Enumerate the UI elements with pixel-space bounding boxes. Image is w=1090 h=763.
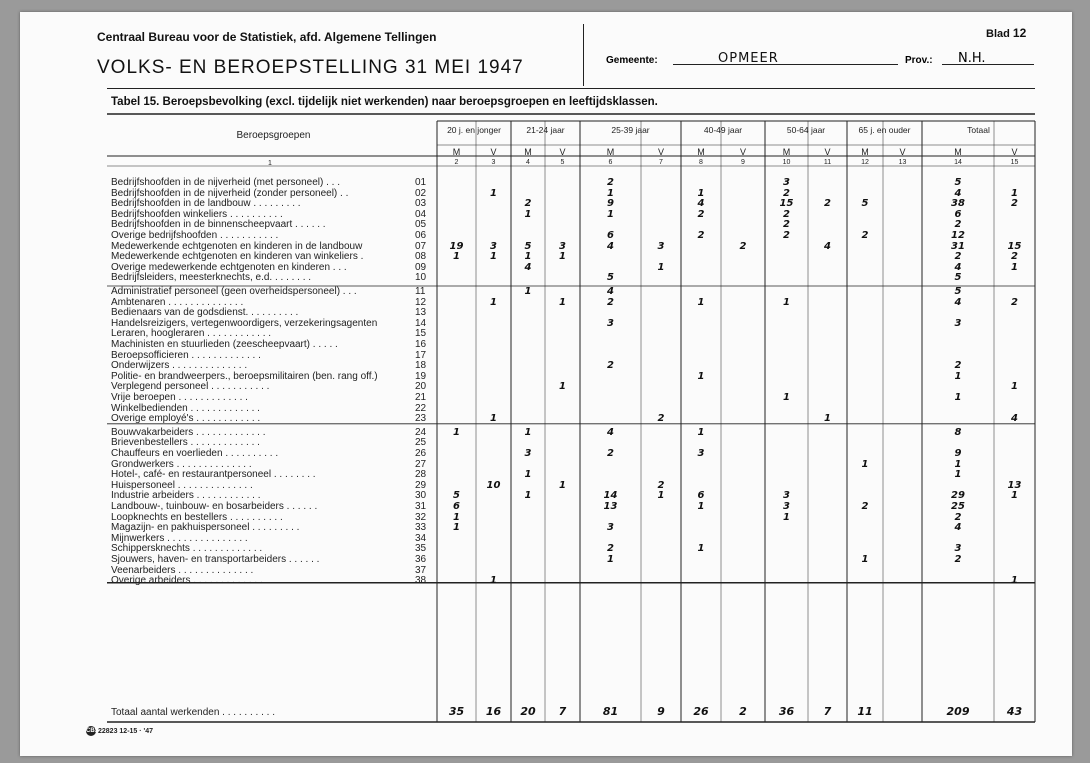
occupation-row-label: Bedienaars van de godsdienst. . . . . . . . . . <box>111 307 299 319</box>
handwritten-count: 2 <box>861 501 869 512</box>
occupation-row-label: Overige employé's . . . . . . . . . . . . <box>111 413 261 425</box>
column-number: 13 <box>898 159 907 166</box>
column-number: 8 <box>699 159 703 166</box>
total-count: 11 <box>857 705 873 718</box>
occupation-row-code: 12 <box>415 296 427 308</box>
occupation-row-code: 16 <box>415 339 427 350</box>
province-label: Prov.: <box>905 55 933 66</box>
handwritten-count: 1 <box>490 575 497 587</box>
handwritten-count: 2 <box>607 177 614 188</box>
handwritten-count: 6 <box>954 208 962 220</box>
age-class-header: 50-64 jaar <box>786 125 826 135</box>
occupation-row-code: 20 <box>415 381 427 393</box>
handwritten-count: 2 <box>739 240 747 252</box>
handwritten-count: 1 <box>607 554 614 565</box>
handwritten-count: 2 <box>697 230 705 241</box>
handwritten-count: 3 <box>524 448 532 459</box>
sex-header: M <box>606 147 615 157</box>
total-count: 43 <box>1006 705 1023 718</box>
handwritten-count: 2 <box>1011 251 1018 263</box>
occupation-row-label: Bedrijfshoofden in de nijverheid (met personeel) . . . <box>111 177 341 188</box>
municipality-label: Gemeente: <box>606 55 658 66</box>
handwritten-count: 1 <box>524 251 532 263</box>
table-title: Tabel 15. Beroepsbevolking (excl. tijdelijk niet werkenden) naar beroepsgroepen en leeftijdsklassen. <box>111 96 658 108</box>
occupation-row-label: Landbouw-, tuinbouw- en bosarbeiders . . . . . . <box>111 501 318 512</box>
handwritten-count: 9 <box>954 448 962 459</box>
handwritten-count: 1 <box>697 187 705 199</box>
handwritten-count: 2 <box>954 554 962 565</box>
handwritten-count: 5 <box>861 198 869 210</box>
handwritten-count: 1 <box>657 261 665 273</box>
handwritten-count: 15 <box>779 198 794 210</box>
handwritten-count: 2 <box>607 543 614 555</box>
occupation-row-label: Leraren, hoogleraren . . . . . . . . . . . . <box>111 328 272 340</box>
handwritten-count: 1 <box>861 554 869 565</box>
occupation-row-label: Handelsreizigers, vertegenwoordigers, verzekeringsagenten <box>111 317 378 329</box>
occupation-row-label: Huispersoneel . . . . . . . . . . . . . . <box>111 479 253 491</box>
occupation-row-label: Beroepsofficieren . . . . . . . . . . . . . <box>111 349 261 361</box>
handwritten-count: 1 <box>861 458 869 470</box>
handwritten-count: 15 <box>1007 240 1022 252</box>
total-count: 36 <box>778 705 795 718</box>
handwritten-count: 1 <box>1011 187 1018 199</box>
handwritten-count: 4 <box>607 286 614 297</box>
handwritten-count: 1 <box>1011 575 1018 587</box>
handwritten-count: 3 <box>783 501 790 512</box>
handwritten-count: 2 <box>954 360 962 372</box>
total-count: 81 <box>602 705 619 718</box>
handwritten-count: 5 <box>453 490 460 502</box>
sex-header: M <box>954 147 962 157</box>
handwritten-count: 1 <box>783 296 790 308</box>
occupation-row-label: Onderwijzers . . . . . . . . . . . . . . <box>111 360 248 372</box>
age-class-header: 21-24 jaar <box>526 125 565 135</box>
handwritten-count: 4 <box>1011 413 1018 425</box>
age-class-header: Totaal <box>967 125 990 135</box>
handwritten-count: 4 <box>607 240 614 252</box>
handwritten-count: 1 <box>559 296 566 308</box>
handwritten-count: 9 <box>607 198 614 210</box>
handwritten-count: 1 <box>1011 490 1018 502</box>
occupation-row-label: Verplegend personeel . . . . . . . . . . . <box>111 381 270 393</box>
age-class-header: 40-49 jaar <box>703 125 743 135</box>
handwritten-count: 4 <box>524 261 532 273</box>
handwritten-count: 2 <box>954 219 962 231</box>
handwritten-count: 1 <box>954 469 962 481</box>
handwritten-count: 2 <box>954 511 962 523</box>
handwritten-count: 4 <box>607 426 614 438</box>
occupation-row-code: 03 <box>415 198 427 210</box>
handwritten-count: 4 <box>954 261 962 273</box>
column-number: 9 <box>741 159 745 166</box>
organization-heading: Centraal Bureau voor de Statistiek, afd. Algemene Tellingen <box>97 30 437 44</box>
column-number: 4 <box>526 159 530 166</box>
handwritten-count: 5 <box>954 272 962 284</box>
handwritten-count: 12 <box>951 230 965 241</box>
occupation-row-label: Schippersknechts . . . . . . . . . . . . . <box>111 543 263 555</box>
handwritten-count: 1 <box>524 286 532 297</box>
handwritten-count: 13 <box>1007 479 1022 491</box>
handwritten-count: 4 <box>954 187 962 199</box>
handwritten-count: 2 <box>524 198 532 210</box>
handwritten-count: 4 <box>954 296 962 308</box>
handwritten-count: 3 <box>607 317 614 329</box>
column-number: 3 <box>491 159 496 166</box>
print-code: 22823 12-15 · '47 <box>98 728 153 735</box>
occupation-row-code: 28 <box>415 469 427 481</box>
total-count: 209 <box>946 705 970 718</box>
occupation-row-code: 18 <box>415 360 427 372</box>
handwritten-count: 1 <box>453 251 460 263</box>
total-label: Totaal aantal werkenden . . . . . . . . . . <box>111 707 275 718</box>
column-number: 5 <box>560 159 565 166</box>
occupation-row-label: Bedrijfshoofden in de binnenscheepvaart . . . . . . <box>111 219 326 231</box>
column-number: 11 <box>823 159 832 166</box>
occupation-row-label: Winkelbedienden . . . . . . . . . . . . . <box>111 402 260 414</box>
sex-header: M <box>452 147 461 157</box>
handwritten-count: 5 <box>954 286 962 297</box>
handwritten-count: 6 <box>607 230 614 241</box>
handwritten-count: 2 <box>783 230 790 241</box>
handwritten-count: 4 <box>824 240 831 252</box>
handwritten-count: 5 <box>524 240 532 252</box>
handwritten-count: 1 <box>524 490 532 502</box>
handwritten-count: 1 <box>490 296 497 308</box>
column-number: 12 <box>861 159 869 166</box>
occupation-row-code: 25 <box>415 437 427 449</box>
occupation-row-code: 38 <box>415 575 427 587</box>
handwritten-count: 6 <box>453 501 460 512</box>
occupation-row-code: 19 <box>415 370 427 382</box>
handwritten-count: 14 <box>603 490 618 502</box>
handwritten-count: 1 <box>524 208 532 220</box>
handwritten-count: 1 <box>824 413 831 425</box>
handwritten-count: 5 <box>954 177 962 188</box>
handwritten-count: 3 <box>954 317 962 329</box>
handwritten-count: 2 <box>954 251 962 263</box>
sex-header: V <box>1011 147 1018 157</box>
column-number: 14 <box>954 159 962 166</box>
age-class-header: 65 j. en ouder <box>858 125 911 135</box>
handwritten-count: 1 <box>697 296 705 308</box>
occupation-row-code: 08 <box>415 251 427 263</box>
occupation-row-code: 21 <box>415 392 427 403</box>
sex-header: M <box>697 147 705 157</box>
column-number: 10 <box>782 159 791 166</box>
handwritten-count: 3 <box>954 543 962 555</box>
handwritten-count: 1 <box>490 187 497 199</box>
handwritten-count: 1 <box>490 251 497 263</box>
column-number: 6 <box>608 159 613 166</box>
handwritten-count: 1 <box>559 251 566 263</box>
occupation-row-label: Bedrijfshoofden in de landbouw . . . . . . . . . <box>111 198 301 210</box>
handwritten-count: 5 <box>607 272 614 284</box>
handwritten-count: 31 <box>951 240 965 252</box>
handwritten-count: 2 <box>657 413 665 425</box>
sex-header: V <box>657 147 664 157</box>
total-count: 7 <box>823 705 832 718</box>
occupation-row-label: Overige medewerkende echtgenoten en kinderen . . . <box>111 261 347 273</box>
occupation-row-label: Grondwerkers . . . . . . . . . . . . . . <box>111 458 252 470</box>
total-count: 35 <box>448 705 465 718</box>
handwritten-count: 2 <box>1011 296 1018 308</box>
handwritten-count: 1 <box>783 511 790 523</box>
occupation-row-code: 02 <box>415 187 427 199</box>
handwritten-count: 3 <box>657 240 665 252</box>
handwritten-count: 2 <box>861 230 869 241</box>
handwritten-count: 1 <box>783 392 790 403</box>
occupation-row-code: 01 <box>415 177 427 188</box>
municipality-value: OPMEER <box>718 51 779 66</box>
occupation-row-label: Sjouwers, haven- en transportarbeiders . . . . . . <box>111 554 320 565</box>
handwritten-count: 1 <box>657 490 665 502</box>
occupation-row-label: Overige bedrijfshoofden . . . . . . . . . . . <box>111 230 279 241</box>
occupation-row-code: 09 <box>415 261 427 273</box>
occupation-row-label: Mijnwerkers . . . . . . . . . . . . . . . <box>111 532 248 544</box>
handwritten-count: 3 <box>697 448 705 459</box>
occupation-row-code: 24 <box>415 426 427 438</box>
handwritten-count: 2 <box>783 219 790 231</box>
handwritten-count: 1 <box>453 511 460 523</box>
handwritten-count: 1 <box>1011 261 1018 273</box>
sex-header: M <box>524 147 532 157</box>
handwritten-count: 1 <box>490 413 497 425</box>
handwritten-count: 1 <box>559 381 566 393</box>
occupation-row-label: Brievenbestellers . . . . . . . . . . . . . <box>111 437 260 449</box>
handwritten-count: 1 <box>954 370 962 382</box>
sex-header: V <box>899 147 906 157</box>
total-count: 9 <box>657 705 665 718</box>
occupation-row-code: 04 <box>415 208 427 220</box>
sex-header: V <box>739 147 746 157</box>
occupation-row-label: Bedrijfshoofden winkeliers . . . . . . . . . . <box>111 208 283 220</box>
occupation-row-label: Medewerkende echtgenoten en kinderen in de landbouw <box>111 240 363 252</box>
total-count: 20 <box>520 705 536 718</box>
handwritten-count: 2 <box>607 448 614 459</box>
handwritten-count: 1 <box>697 370 705 382</box>
column-number-1: 1 <box>268 160 272 167</box>
age-class-header: 25-39 jaar <box>611 125 650 135</box>
handwritten-count: 2 <box>607 360 614 372</box>
occupation-row-code: 17 <box>415 349 427 361</box>
handwritten-count: 38 <box>951 198 965 210</box>
handwritten-count: 3 <box>783 177 790 188</box>
occupation-row-code: 13 <box>415 307 427 319</box>
occupation-row-label: Bouwvakarbeiders . . . . . . . . . . . . . <box>111 426 266 438</box>
handwritten-count: 3 <box>490 240 497 252</box>
sex-header: M <box>861 147 869 157</box>
occupation-row-code: 23 <box>415 413 427 425</box>
occupation-row-label: Machinisten en stuurlieden (zeescheepvaart) . . . . . <box>111 339 338 350</box>
handwritten-count: 1 <box>524 469 532 481</box>
handwritten-count: 3 <box>559 240 566 252</box>
handwritten-count: 4 <box>697 198 705 210</box>
occupation-row-label: Loopknechts en bestellers . . . . . . . . . . <box>111 511 283 523</box>
occupation-row-label: Medewerkende echtgenoten en kinderen van winkeliers . <box>111 251 364 263</box>
handwritten-count: 25 <box>951 501 965 512</box>
handwritten-count: 3 <box>783 490 790 502</box>
occupation-row-code: 14 <box>415 317 427 329</box>
occupation-row-code: 22 <box>415 402 427 414</box>
occupation-row-code: 35 <box>415 543 427 555</box>
occupation-row-code: 06 <box>415 230 427 241</box>
sex-header: V <box>824 147 831 157</box>
occupation-row-label: Ambtenaren . . . . . . . . . . . . . . <box>111 296 244 308</box>
age-class-header: 20 j. en jonger <box>447 125 501 135</box>
occupation-row-label: Administratief personeel (geen overheidspersoneel) . . . <box>111 286 357 297</box>
handwritten-count: 3 <box>607 522 614 534</box>
occupation-row-label: Chauffeurs en voerlieden . . . . . . . . . . <box>111 448 279 459</box>
handwritten-count: 1 <box>697 543 705 555</box>
total-count: 2 <box>739 705 747 718</box>
handwritten-count: 2 <box>783 187 790 199</box>
cbs-logo-icon: CBS <box>86 728 99 734</box>
form-title: VOLKS- EN BEROEPSTELLING 31 MEI 1947 <box>97 57 524 78</box>
sex-header: V <box>490 147 497 157</box>
province-value: N.H. <box>958 51 986 66</box>
handwritten-count: 1 <box>697 426 705 438</box>
occupation-row-code: 30 <box>415 490 427 502</box>
occupation-row-code: 34 <box>415 532 427 544</box>
handwritten-count: 29 <box>951 490 965 502</box>
handwritten-count: 1 <box>453 426 460 438</box>
handwritten-count: 2 <box>783 208 790 220</box>
sex-header: M <box>782 147 791 157</box>
occupation-row-label: Hotel-, café- en restaurantpersoneel . . . . . . . . <box>111 469 316 481</box>
occupation-row-label: Veenarbeiders . . . . . . . . . . . . . . <box>111 564 254 576</box>
handwritten-count: 4 <box>954 522 962 534</box>
occupation-row-code: 36 <box>415 554 427 565</box>
handwritten-count: 2 <box>657 479 665 491</box>
column-number: 15 <box>1010 159 1019 166</box>
total-count: 16 <box>485 705 502 718</box>
occupation-row-code: 07 <box>415 240 427 252</box>
total-count: 26 <box>693 705 709 718</box>
occupation-row-label: Vrije beroepen . . . . . . . . . . . . . <box>111 392 248 403</box>
occupation-row-code: 33 <box>415 522 427 534</box>
handwritten-count: 1 <box>559 479 566 491</box>
handwritten-count: 1 <box>607 187 614 199</box>
handwritten-count: 2 <box>607 296 614 308</box>
column-number: 2 <box>454 159 459 166</box>
handwritten-count: 1 <box>954 458 962 470</box>
handwritten-count: 1 <box>954 392 962 403</box>
total-count: 7 <box>558 705 567 718</box>
occupation-row-code: 26 <box>415 448 427 459</box>
handwritten-count: 2 <box>1011 198 1018 210</box>
occupation-row-code: 32 <box>415 511 427 523</box>
handwritten-count: 10 <box>486 479 501 491</box>
occupation-row-code: 27 <box>415 458 427 470</box>
handwritten-count: 19 <box>449 240 464 252</box>
handwritten-count: 1 <box>1011 381 1018 393</box>
handwritten-count: 1 <box>453 522 460 534</box>
occupation-row-code: 31 <box>415 501 427 512</box>
sheet-value: 12 <box>1012 26 1027 40</box>
handwritten-count: 8 <box>954 426 962 438</box>
handwritten-count: 6 <box>697 490 705 502</box>
handwritten-count: 2 <box>824 198 831 210</box>
occupation-row-label: Magazijn- en pakhuispersoneel . . . . . . . . . <box>111 522 300 534</box>
handwritten-count: 1 <box>524 426 532 438</box>
occupation-row-label: Bedrijfsleiders, meesterknechts, e.d. . . . . . . . <box>111 272 312 284</box>
handwritten-count: 1 <box>697 501 705 512</box>
occupation-row-label: Industrie arbeiders . . . . . . . . . . . . <box>111 490 261 502</box>
handwritten-count: 1 <box>607 208 614 220</box>
occupation-row-code: 05 <box>415 219 427 231</box>
occupation-row-label: Bedrijfshoofden in de nijverheid (zonder personeel) . . <box>111 187 349 199</box>
occupation-group-header: Beroepsgroepen <box>236 130 311 141</box>
occupation-row-label: Politie- en brandweerpers., beroepsmilitairen (ben. rang off.) <box>111 370 378 382</box>
occupation-row-code: 37 <box>415 564 427 576</box>
sex-header: V <box>559 147 566 157</box>
handwritten-count: 2 <box>697 208 705 220</box>
occupation-row-code: 15 <box>415 328 427 340</box>
column-number: 7 <box>659 159 663 166</box>
sheet-label: Blad <box>986 28 1010 40</box>
handwritten-count: 13 <box>603 501 618 512</box>
occupation-row-label: Overige arbeiders . . . . . . . . . . . . . <box>111 575 263 587</box>
occupation-row-code: 11 <box>415 286 426 297</box>
occupation-row-code: 10 <box>415 272 427 284</box>
occupation-row-code: 29 <box>415 479 427 491</box>
